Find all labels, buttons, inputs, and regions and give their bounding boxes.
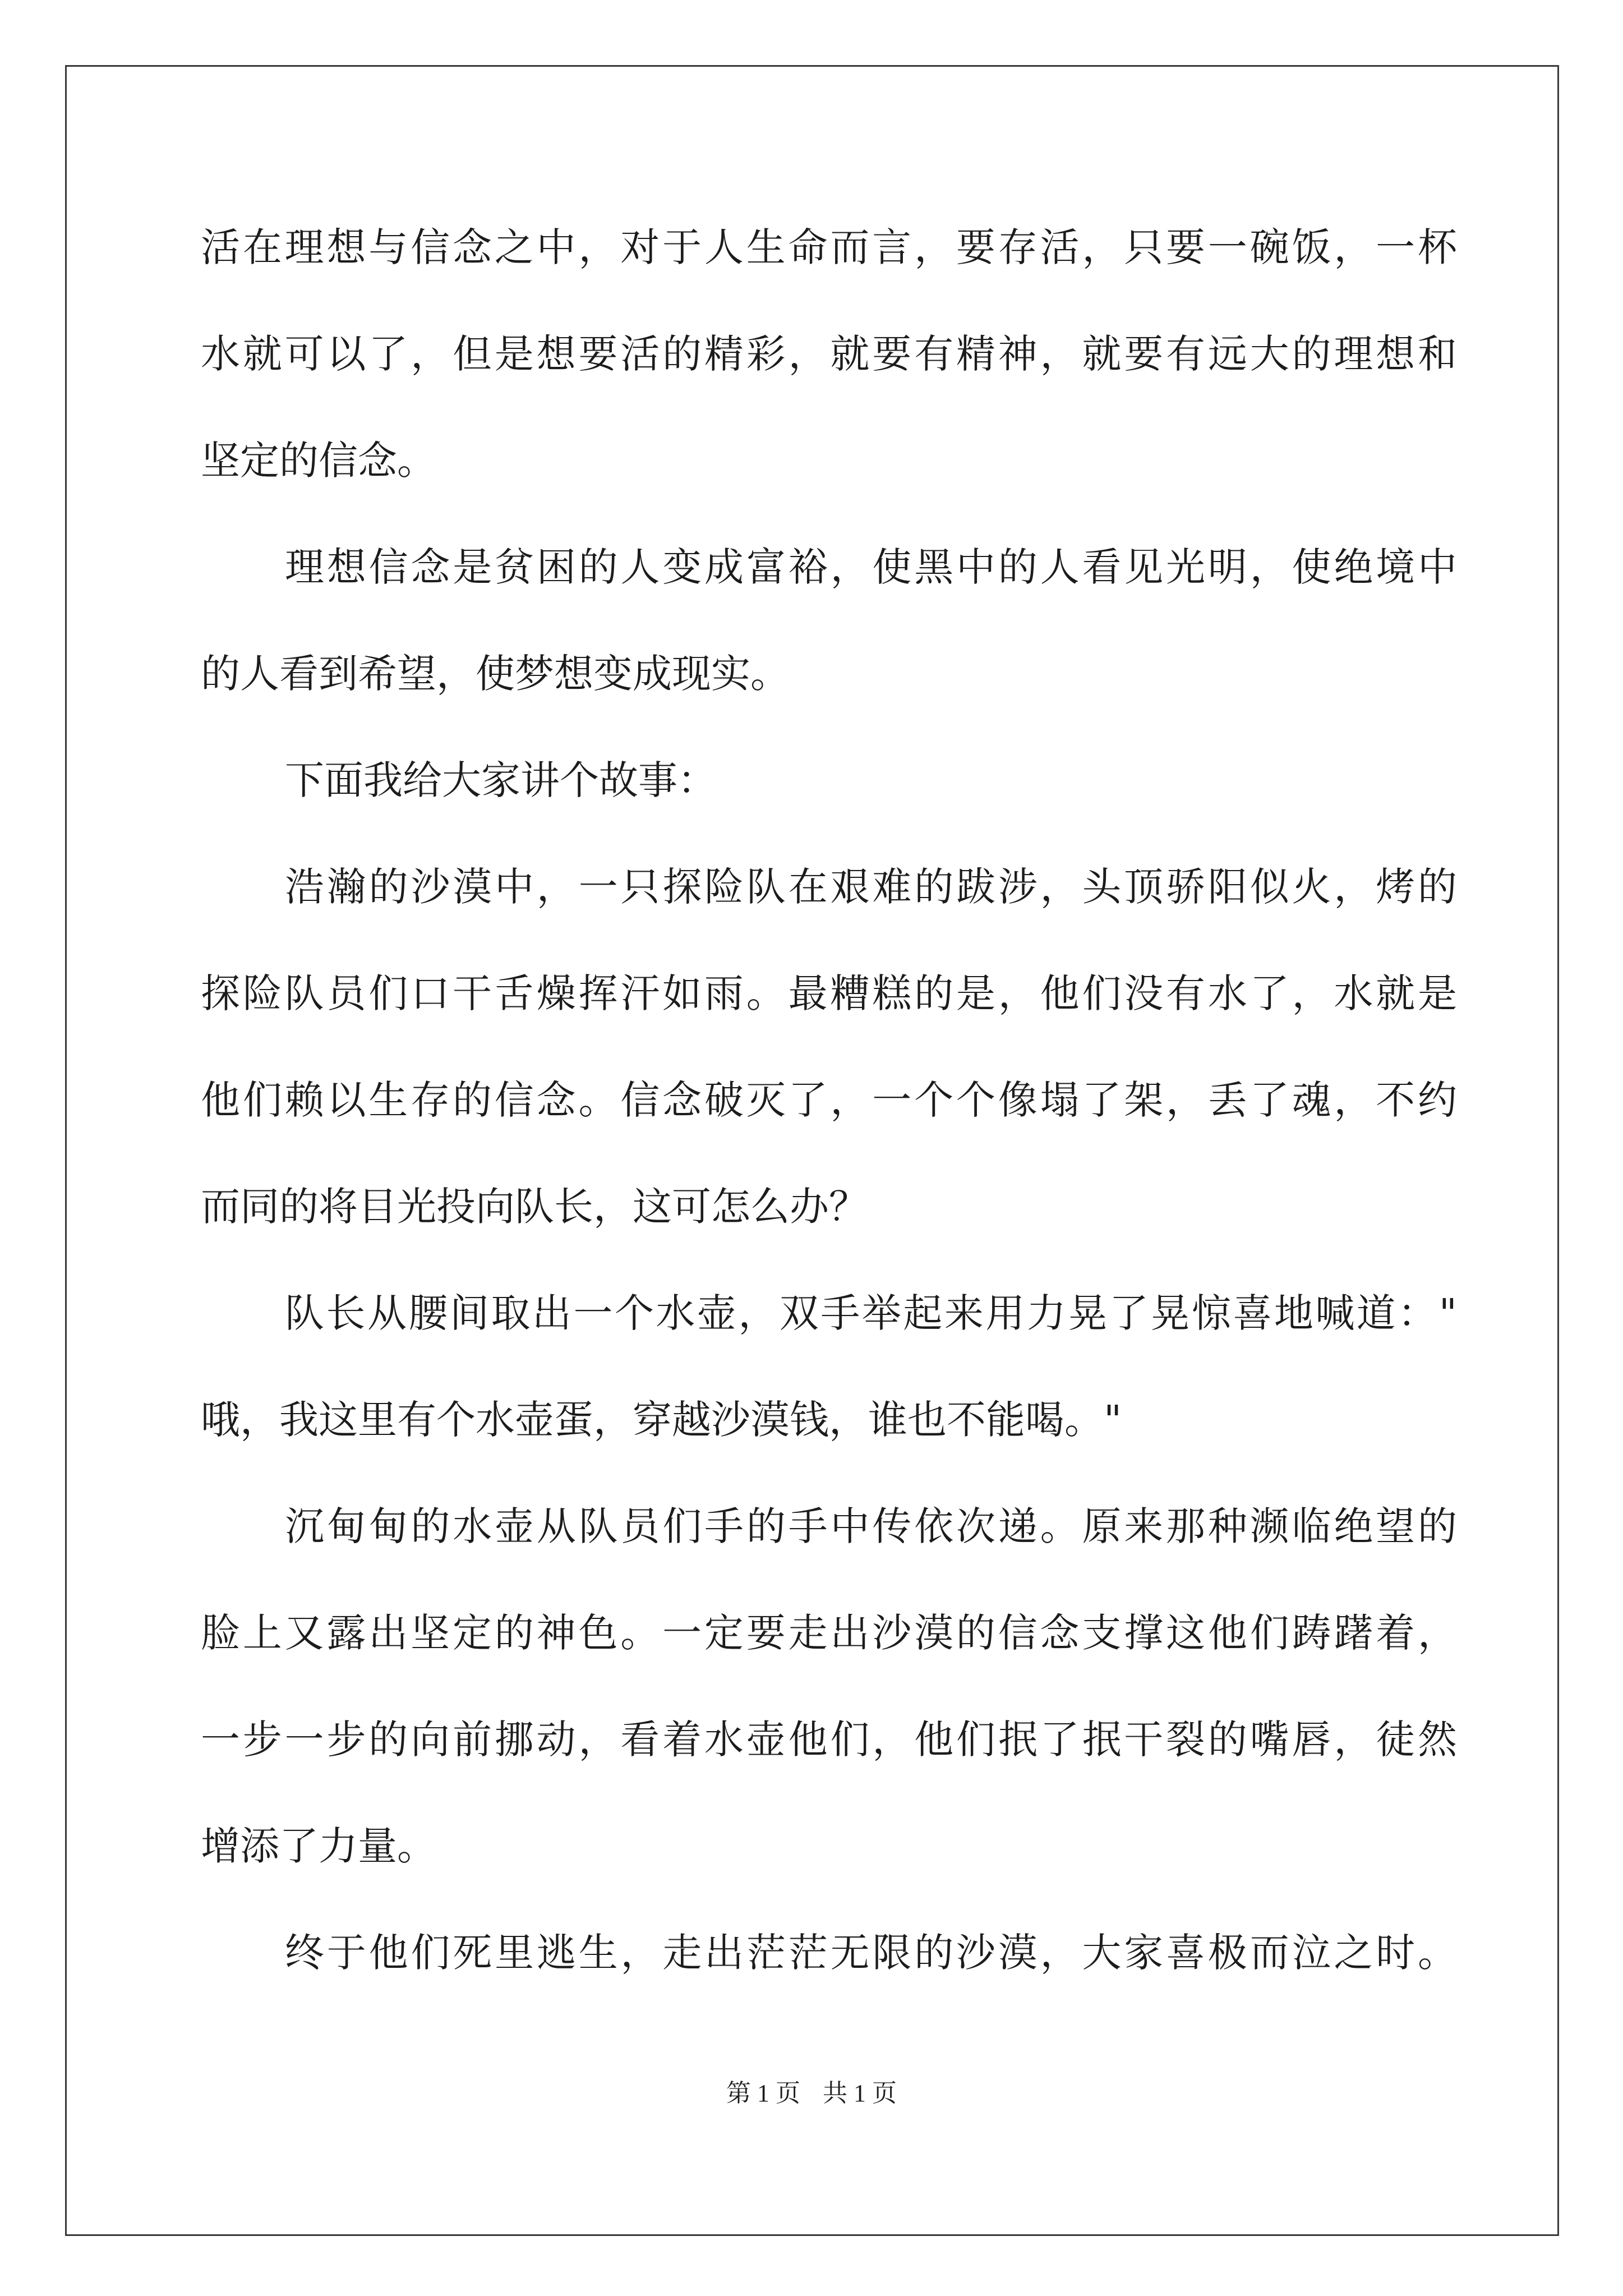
text-line: 终于他们死里逃生，走出茫茫无限的沙漠，大家喜极而泣之时。	[285, 1930, 1457, 1976]
text-line: 增添了力量。	[201, 1823, 436, 1869]
text-line: 浩瀚的沙漠中，一只探险队在艰难的跋涉，头顶骄阳似火，烤的	[285, 864, 1457, 910]
text-line: 下面我给大家讲个故事：	[285, 757, 717, 803]
text-line: 的人看到希望，使梦想变成现实。	[201, 651, 790, 697]
page-total: 共 1 页	[823, 2079, 897, 2107]
text-line: 水就可以了，但是想要活的精彩，就要有精神，就要有远大的理想和	[201, 331, 1457, 377]
page-footer	[0, 2077, 1623, 2110]
text-line: 而同的将目光投向队长，这可怎么办？	[201, 1184, 868, 1230]
text-line: 沉甸甸的水壶从队员们手的手中传依次递。原来那种濒临绝望的	[285, 1503, 1457, 1549]
text-line: 坚定的信念。	[201, 438, 436, 484]
page-number: 第 1 页	[726, 2079, 800, 2107]
text-line: 队长从腰间取出一个水壶，双手举起来用力晃了晃惊喜地喊道："	[285, 1290, 1457, 1336]
text-line: 理想信念是贫困的人变成富裕，使黑中的人看见光明，使绝境中	[285, 544, 1457, 590]
text-line: 一步一步的向前挪动，看着水壶他们，他们抿了抿干裂的嘴唇，徒然	[201, 1717, 1457, 1763]
text-line: 脸上又露出坚定的神色。一定要走出沙漠的信念支撑这他们踌躇着，	[201, 1610, 1457, 1656]
page-border	[65, 65, 1559, 2236]
text-line: 活在理想与信念之中，对于人生命而言，要存活，只要一碗饭，一杯	[201, 224, 1457, 270]
text-line: 探险队员们口干舌燥挥汗如雨。最糟糕的是，他们没有水了，水就是	[201, 970, 1457, 1016]
text-line: 哦，我这里有个水壶蛋，穿越沙漠钱，谁也不能喝。"	[201, 1397, 1122, 1443]
text-line: 他们赖以生存的信念。信念破灭了，一个个像塌了架，丢了魂，不约	[201, 1077, 1457, 1123]
